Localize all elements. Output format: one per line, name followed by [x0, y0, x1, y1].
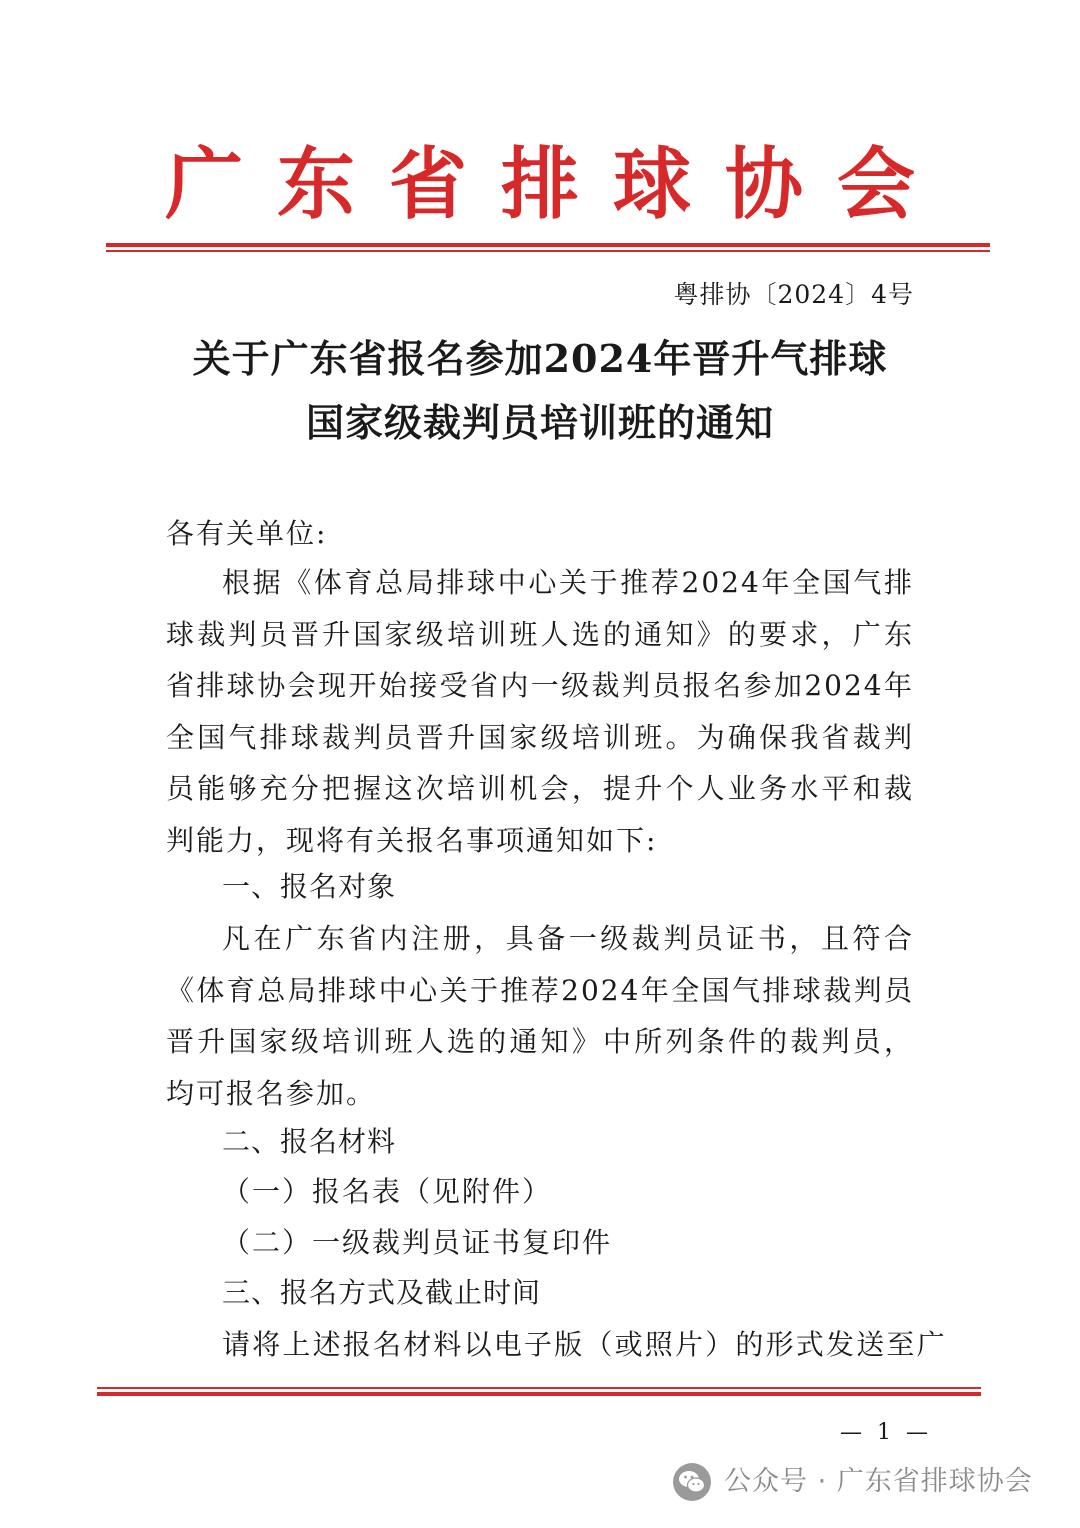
section-2-item-2: （二）一级裁判员证书复印件: [222, 1226, 613, 1259]
header-divider-thin: [106, 250, 990, 252]
organization-title: 广东省排球协会: [164, 139, 949, 230]
section-2-heading: 二、报名材料: [222, 1125, 397, 1158]
header-divider-thick: [106, 243, 990, 247]
salutation: 各有关单位:: [166, 517, 328, 550]
section-3-paragraph: 请将上述报名材料以电子版（或照片）的形式发送至广: [222, 1328, 947, 1361]
document-title-line-1: 关于广东省报名参加2024年晋升气排球: [192, 336, 888, 381]
document-number: 粤排协〔2024〕4号: [673, 280, 914, 309]
page-number: — 1 —: [840, 1420, 932, 1445]
section-2-item-1: （一）报名表（见附件）: [222, 1175, 553, 1208]
section-1-heading: 一、报名对象: [222, 870, 397, 903]
document-title-line-2: 国家级裁判员培训班的通知: [305, 400, 774, 445]
watermark: [672, 1462, 1033, 1502]
wechat-icon: [672, 1462, 712, 1502]
intro-paragraph: 根据《体育总局排球中心关于推荐2024年全国气排球裁判员晋升国家级培训班人选的通知》的要求，广东省排球协会现开始接受省内一级裁判员报名参加2024年全国气排球裁判员晋升国家级培训班。为确保我省裁判员能够充分把握这次培训机会，提升个人业务水平和裁判能力，现将有关报名事项通知如下:: [166, 566, 914, 857]
section-1-paragraph: 凡在广东省内注册，具备一级裁判员证书，且符合《体育总局排球中心关于推荐2024年全国气排球裁判员晋升国家级培训班人选的通知》中所列条件的裁判员，均可报名参加。: [166, 922, 914, 1110]
watermark-text: 公众号 · 广东省排球协会: [724, 1466, 1033, 1497]
footer-divider-thick: [97, 1392, 981, 1396]
footer-divider-thin: [97, 1387, 981, 1389]
section-3-heading: 三、报名方式及截止时间: [222, 1276, 542, 1309]
